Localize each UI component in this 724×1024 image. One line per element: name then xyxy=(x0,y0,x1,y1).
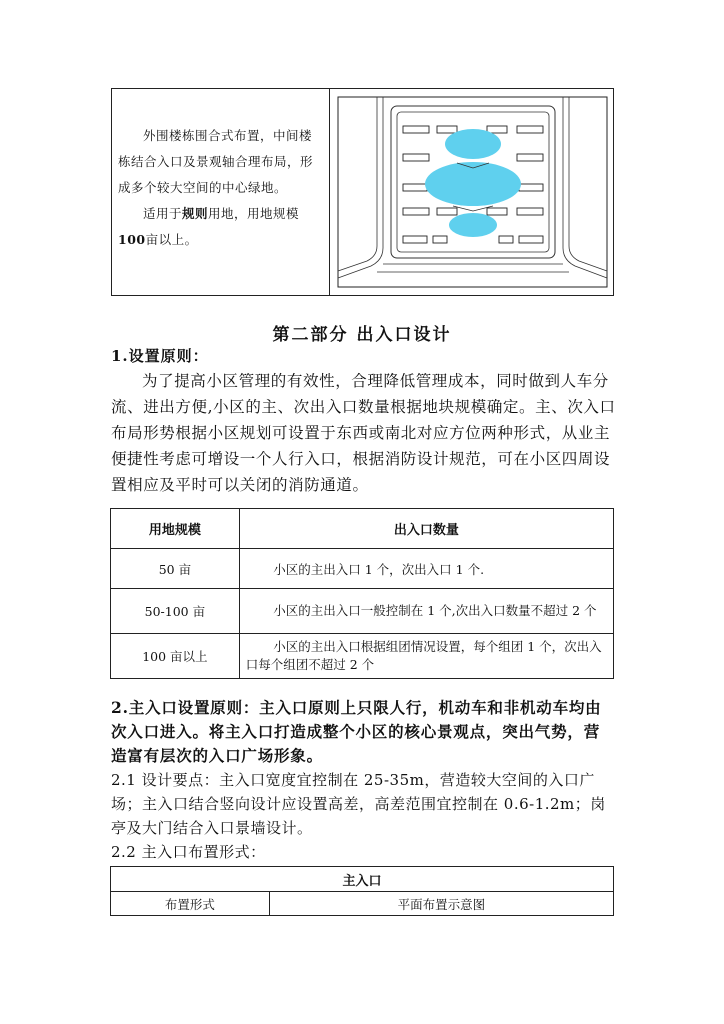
table-row xyxy=(111,549,614,589)
design-point-2-2: 2.2 主入口布置形式： xyxy=(111,843,266,861)
layout-description-cell xyxy=(112,89,330,295)
site-plan-diagram xyxy=(337,96,608,288)
intro-paragraph xyxy=(111,368,616,498)
row-count: 小区的主出入口根据组团情况设置，每个组团 1 个，次出入口每个组团不超过 2 个 xyxy=(239,634,613,679)
section-title: 第二部分 出入口设计 xyxy=(272,325,452,345)
row-scale: 50-100 亩 xyxy=(111,589,240,634)
header-entrance-count: 出入口数量 xyxy=(239,509,613,549)
table2-col-plan-diagram: 平面布置示意图 xyxy=(269,892,613,916)
layout-example-table xyxy=(111,88,614,296)
row-count: 小区的主出入口一般控制在 1 个,次出入口数量不超过 2 个 xyxy=(239,589,613,634)
design-point-2-1: 2.1 设计要点：主入口宽度宜控制在 25-35m，营造较大空间的入口广场；主入口结合竖向设计应设置高差，高差范围宜控制在 0.6-1.2m；岗亭及大门结合入口景墙设计。 xyxy=(111,771,606,837)
row-scale: 100 亩以上 xyxy=(111,634,240,679)
table2-col-layout-form: 布置形式 xyxy=(111,892,270,916)
main-entrance-table xyxy=(110,866,614,916)
table2-header-row xyxy=(111,892,614,916)
row-scale: 50 亩 xyxy=(111,549,240,589)
intro-text: 为了提高小区管理的有效性，合理降低管理成本，同时做到人车分流、进出方便,小区的主、次出入口数量根据地块规模确定。主、次入口布局形势根据小区规划可设置于东西或南北对应方位两种形式，从业主便捷性考虑可增设一个人行入口，根据消防设计规范，可在小区四周设置相应及平时可以关闭的消防通道。 xyxy=(111,372,616,494)
table-row xyxy=(111,634,614,679)
entrance-count-table xyxy=(110,508,614,679)
table2-title-row xyxy=(111,867,614,892)
heading-setup-principle: 1.设置原则： xyxy=(111,347,209,365)
main-entrance-principle: 2.主入口设置原则：主入口原则上只限人行，机动车和非机动车均由次入口进入。将主入口打造成整个小区的核心景观点，突出气势，营造富有层次的入口广场形象。 xyxy=(111,698,602,765)
row-count: 小区的主出入口 1 个，次出入口 1 个. xyxy=(239,549,613,589)
layout-description-line2: 适用于规则用地，用地规模100亩以上。 xyxy=(118,206,300,247)
table2-title: 主入口 xyxy=(111,867,614,892)
table-header-row xyxy=(111,509,614,549)
design-points xyxy=(111,768,616,864)
layout-description-line1: 外围楼栋围合式布置，中间楼栋结合入口及景观轴合理布局，形成多个较大空间的中心绿地。 xyxy=(118,128,314,195)
header-land-scale: 用地规模 xyxy=(111,509,240,549)
layout-description xyxy=(118,123,323,253)
table-row xyxy=(111,589,614,634)
